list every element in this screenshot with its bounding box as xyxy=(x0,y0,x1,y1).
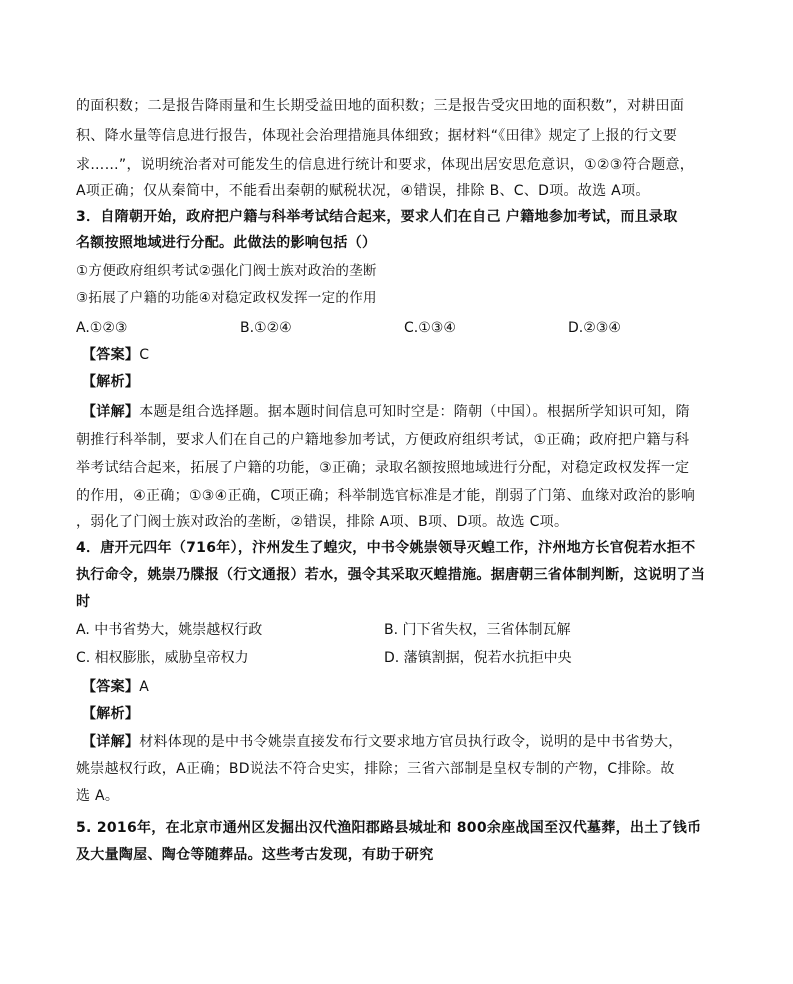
q4-answer xyxy=(82,677,149,697)
q3-stem: 名额按照地域进行分配。此做法的影响包括（） xyxy=(76,235,377,251)
q3-option-d[interactable]: D.②③④ xyxy=(568,320,621,336)
analysis-tag: 【解析】 xyxy=(82,374,140,390)
detail-tag: 【详解】 xyxy=(82,404,140,420)
q3-detail-line: ，弱化了门阀士族对政治的垄断，②错误，排除 A项、B项、D项。故选 C项。 xyxy=(76,514,569,530)
q3-detail xyxy=(82,402,690,422)
q3-items: ③拓展了户籍的功能④对稳定政权发挥一定的作用 xyxy=(76,290,377,306)
q3-detail-line: 朝推行科举制，要求人们在自己的户籍地参加考试，方便政府组织考试，①正确；政府把户籍与科 xyxy=(76,432,690,448)
q3-items: ①方便政府组织考试②强化门阀士族对政治的垄断 xyxy=(76,263,377,279)
q5-stem: 5. 2016年，在北京市通州区发掘出汉代渔阳郡路县城址和 800余座战国至汉代墓葬，出土了钱币 xyxy=(76,820,702,836)
q3-stem: 3．自隋朝开始，政府把户籍与科举考试结合起来，要求人们在自己 户籍地参加考试，而且录取 xyxy=(76,209,678,225)
q4-option-d[interactable]: D. 藩镇割据，倪若水抗拒中央 xyxy=(384,650,572,666)
answer-value: A xyxy=(139,679,150,695)
q4-detail-line: 选 A。 xyxy=(76,788,120,804)
q4-detail xyxy=(82,732,683,752)
detail-text: 材料体现的是中书令姚崇直接发布行文要求地方官员执行政令，说明的是中书省势大， xyxy=(139,734,683,750)
q2-text-line: 的面积数；二是报告降雨量和生长期受益田地的面积数；三是报告受灾田地的面积数”，对耕田面 xyxy=(76,98,685,114)
q2-text-line: 求……”，说明统治者对可能发生的信息进行统计和要求，体现出居安思危意识，①②③符合题意， xyxy=(76,157,695,173)
q4-option-c[interactable]: C. 相权膨胀，威胁皇帝权力 xyxy=(76,650,249,666)
q4-option-b[interactable]: B. 门下省失权，三省体制瓦解 xyxy=(384,622,571,638)
q4-stem: 执行命令，姚崇乃牒报（行文通报）若水，强令其采取灭蝗措施。据唐朝三省体制判断，这说明了当 xyxy=(76,567,706,583)
analysis-tag: 【解析】 xyxy=(82,706,140,722)
q2-text-line: 积、降水量等信息进行报告，体现社会治理措施具体细致；据材料“《田律》规定了上报的行文要 xyxy=(76,128,678,144)
q2-text-line: A项正确；仅从秦简中，不能看出秦朝的赋税状况，④错误，排除 B、C、D项。故选 A项。 xyxy=(76,183,650,199)
q3-answer xyxy=(82,345,149,365)
q4-option-a[interactable]: A. 中书省势大，姚崇越权行政 xyxy=(76,622,263,638)
q4-stem: 4．唐开元四年（716年），汴州发生了蝗灾，中书令姚崇领导灭蝗工作，汴州地方长官倪若水拒不 xyxy=(76,540,696,556)
q5-stem: 及大量陶屋、陶仓等随葬品。这些考古发现，有助于研究 xyxy=(76,847,434,863)
q4-stem: 时 xyxy=(76,594,91,610)
q3-option-b[interactable]: B.①②④ xyxy=(240,320,292,336)
detail-tag: 【详解】 xyxy=(82,734,140,750)
answer-value: C xyxy=(139,347,150,363)
answer-tag: 【答案】 xyxy=(82,347,140,363)
answer-tag: 【答案】 xyxy=(82,679,140,695)
q4-detail-line: 姚崇越权行政，A正确；BD说法不符合史实，排除；三省六部制是皇权专制的产物，C排除。故 xyxy=(76,761,675,777)
detail-text: 本题是组合选择题。据本题时间信息可知时空是：隋朝（中国）。根据所学知识可知，隋 xyxy=(139,404,690,420)
q3-detail-line: 举考试结合起来，拓展了户籍的功能，③正确；录取名额按照地域进行分配，对稳定政权发挥一定 xyxy=(76,460,690,476)
q3-option-a[interactable]: A.①②③ xyxy=(76,320,128,336)
q3-detail-line: 的作用，④正确；①③④正确，C项正确；科举制选官标准是才能，削弱了门第、血缘对政治的影响 xyxy=(76,488,696,504)
q3-option-c[interactable]: C.①③④ xyxy=(404,320,456,336)
